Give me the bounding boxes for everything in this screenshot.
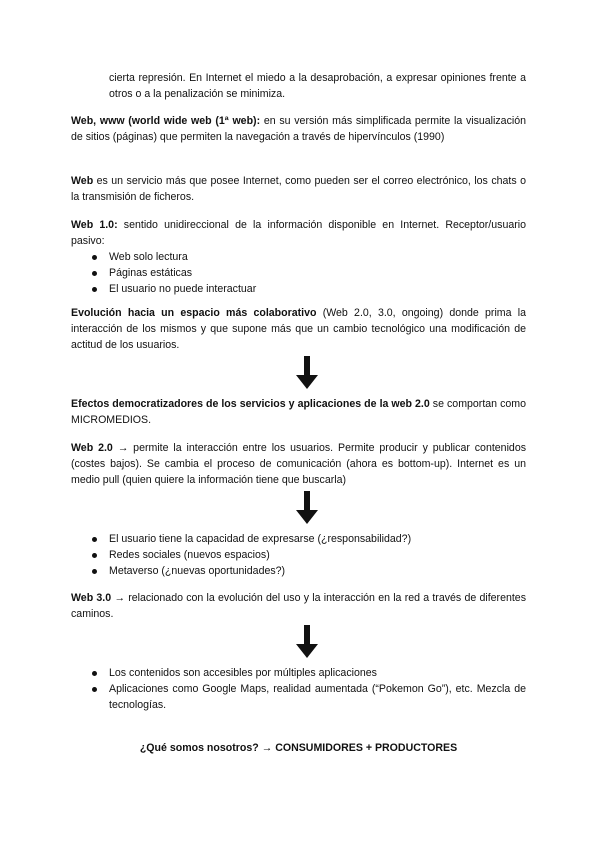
web30-text: → relacionado con la evolución del uso y la interacción en la red a través de diferentes caminos. xyxy=(71,592,526,620)
web10-list xyxy=(71,249,526,297)
evolucion-text: (Web 2.0, 3.0, ongoing) donde prima la interacción de los mismos y que supone más que un cambio tecnológico una modificación de actitud de los usuarios. xyxy=(71,307,526,351)
evolucion-term: Evolución hacia un espacio más colaborativo xyxy=(71,307,317,319)
web10-text: sentido unidireccional de la información disponible en Internet. Receptor/usuario pasivo: xyxy=(71,219,526,247)
web-service-text: es un servicio más que posee Internet, como pueden ser el correo electrónico, los chats o la transmisión de ficheros. xyxy=(71,175,526,203)
web10-term: Web 1.0: xyxy=(71,219,118,231)
web20-paragraph xyxy=(71,440,526,488)
list-item: El usuario no puede interactuar xyxy=(71,281,526,297)
web20-list xyxy=(71,531,526,579)
web10-section xyxy=(71,217,526,297)
web20-term: Web 2.0 xyxy=(71,442,113,454)
web-service-paragraph xyxy=(71,173,526,205)
web30-term: Web 3.0 xyxy=(71,592,112,604)
web20-text: → permite la interacción entre los usuarios. Permite producir y publicar contenidos (costes bajos). Se cambia el proceso de comunicación (ahora es bottom-up). Internet es un medio pull (quien quiere la información tiene que buscarla) xyxy=(71,442,527,486)
list-item: Web solo lectura xyxy=(71,249,526,265)
down-arrow-icon xyxy=(294,491,320,525)
evolucion-paragraph xyxy=(71,305,526,353)
down-arrow-icon xyxy=(294,625,320,659)
list-item: El usuario tiene la capacidad de expresarse (¿responsabilidad?) xyxy=(71,531,526,547)
web30-paragraph xyxy=(71,590,526,622)
list-item: Aplicaciones como Google Maps, realidad aumentada (“Pokemon Go”), etc. Mezcla de tecnologías. xyxy=(71,681,526,713)
web-definition-term: Web, www (world wide web (1ª web): xyxy=(71,115,261,127)
efectos-paragraph xyxy=(71,396,526,428)
efectos-term: Efectos democratizadores de los servicios y aplicaciones de la web 2.0 xyxy=(71,398,430,410)
intro-paragraph: cierta represión. En Internet el miedo a la desaprobación, a expresar opiniones frente a otros o a la penalización se minimiza. xyxy=(109,72,526,100)
list-item: Páginas estáticas xyxy=(71,265,526,281)
closing-statement: ¿Qué somos nosotros? → CONSUMIDORES + PRODUCTORES xyxy=(139,742,458,754)
web10-paragraph xyxy=(71,217,526,249)
list-item: Los contenidos son accesibles por múltiples aplicaciones xyxy=(71,665,526,681)
web-definition-text: en su versión más simplificada permite la visualización de sitios (páginas) que permiten la navegación a través de hipervínculos (1990) xyxy=(71,115,527,143)
web-service-term: Web xyxy=(71,175,94,187)
list-item: Metaverso (¿nuevas oportunidades?) xyxy=(71,563,526,579)
efectos-text: se comportan como MICROMEDIOS. xyxy=(71,398,526,426)
web-definition-paragraph xyxy=(71,113,526,145)
list-item: Redes sociales (nuevos espacios) xyxy=(71,547,526,563)
web30-list xyxy=(71,665,526,713)
down-arrow-icon xyxy=(294,356,320,390)
